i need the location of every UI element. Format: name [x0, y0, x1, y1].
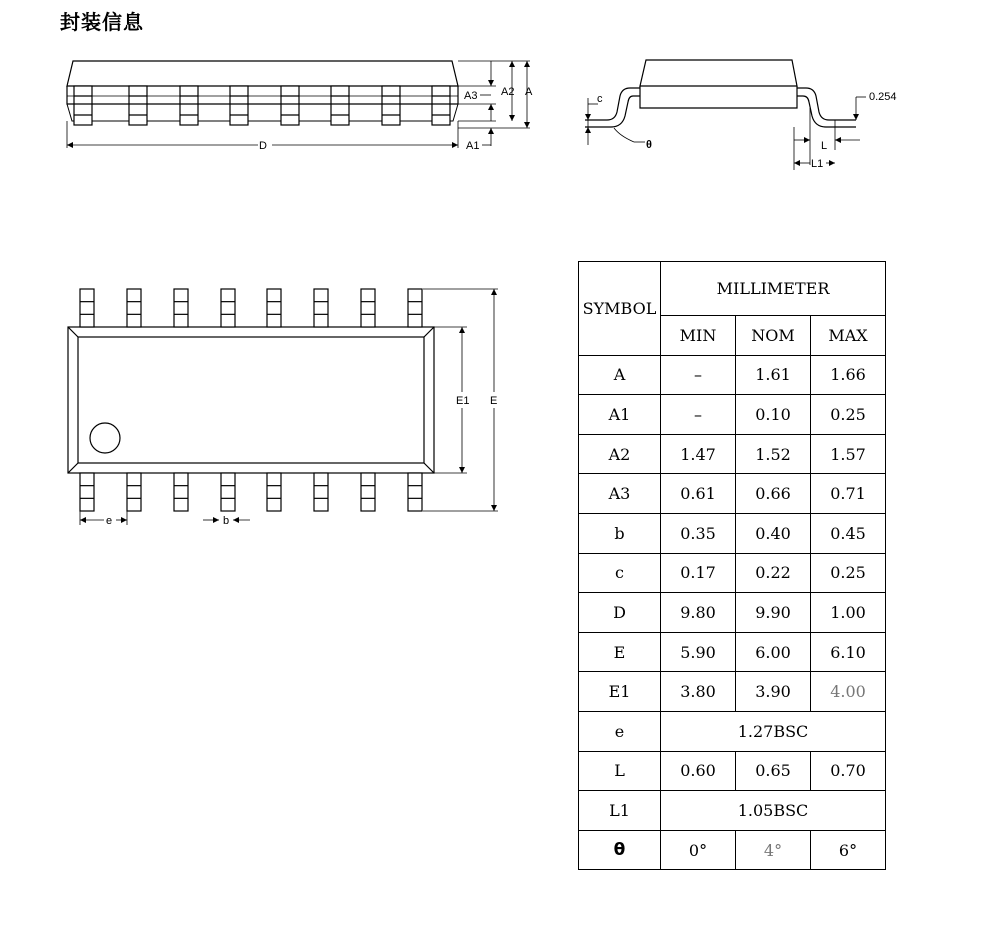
cell-symbol: A2	[579, 434, 661, 474]
top-pin	[408, 289, 422, 327]
cell-min: 1.47	[661, 434, 736, 474]
cell-min: 0.60	[661, 751, 736, 791]
cell-nom: 9.90	[736, 593, 811, 633]
cell-nom: 1.61	[736, 355, 811, 395]
cell-nom: 6.00	[736, 632, 811, 672]
side-pin	[180, 86, 198, 125]
cell-symbol: A3	[579, 474, 661, 514]
pin1-indicator	[90, 423, 120, 453]
cell-min: 5.90	[661, 632, 736, 672]
table-row	[579, 395, 886, 435]
label-e1: E1	[456, 395, 470, 407]
profile-view	[585, 60, 856, 127]
table-row	[579, 593, 886, 633]
header-unit: MILLIMETER	[661, 262, 886, 316]
label-a1: A1	[466, 140, 480, 152]
table-row	[579, 672, 886, 712]
table-row	[579, 791, 886, 831]
cell-nom: 3.90	[736, 672, 811, 712]
top-pin	[80, 473, 94, 511]
label-theta: θ	[646, 139, 652, 151]
label-e-cap: E	[490, 395, 498, 407]
table-row	[579, 355, 886, 395]
top-pin	[127, 289, 141, 327]
label-c: c	[597, 93, 603, 105]
table-row	[579, 513, 886, 553]
cell-nom: 0.22	[736, 553, 811, 593]
cell-symbol: θ	[579, 830, 661, 870]
cell-bsc: 1.27BSC	[661, 711, 886, 751]
cell-max: 4.00	[811, 672, 886, 712]
top-pin	[267, 473, 281, 511]
top-pin	[408, 473, 422, 511]
cell-min: 0.35	[661, 513, 736, 553]
top-pin	[174, 473, 188, 511]
cell-max: 0.25	[811, 553, 886, 593]
label-0254: 0.254	[869, 91, 897, 103]
cell-max: 1.57	[811, 434, 886, 474]
cell-max: 6°	[811, 830, 886, 870]
cell-min: 3.80	[661, 672, 736, 712]
table-row	[579, 751, 886, 791]
side-pin	[432, 86, 450, 125]
table-row	[579, 434, 886, 474]
cell-nom: 0.65	[736, 751, 811, 791]
label-l1: L1	[811, 158, 824, 170]
cell-symbol: L	[579, 751, 661, 791]
cell-bsc: 1.05BSC	[661, 791, 886, 831]
cell-symbol: D	[579, 593, 661, 633]
cell-symbol: e	[579, 711, 661, 751]
header-nom: NOM	[736, 316, 811, 356]
top-pin	[361, 289, 375, 327]
side-pin	[129, 86, 147, 125]
cell-max: 0.70	[811, 751, 886, 791]
cell-max: 6.10	[811, 632, 886, 672]
side-pin	[74, 86, 92, 125]
label-b: b	[223, 515, 230, 527]
cell-symbol: E	[579, 632, 661, 672]
cell-max: 0.25	[811, 395, 886, 435]
side-pin	[281, 86, 299, 125]
side-body-outline	[67, 61, 458, 86]
cell-min: 9.80	[661, 593, 736, 633]
top-pin	[221, 473, 235, 511]
top-view	[68, 327, 434, 473]
header-max: MAX	[811, 316, 886, 356]
top-pin	[127, 473, 141, 511]
cell-nom: 1.52	[736, 434, 811, 474]
cell-nom: 0.40	[736, 513, 811, 553]
cell-max: 0.45	[811, 513, 886, 553]
top-pin	[80, 289, 94, 327]
cell-symbol: A	[579, 355, 661, 395]
header-min: MIN	[661, 316, 736, 356]
top-pin	[221, 289, 235, 327]
label-a3: A3	[464, 90, 478, 102]
label-e-pitch: e	[106, 515, 113, 527]
cell-nom: 0.10	[736, 395, 811, 435]
cell-nom: 4°	[736, 830, 811, 870]
top-pin	[314, 473, 328, 511]
table-row	[579, 830, 886, 870]
side-pin	[230, 86, 248, 125]
cell-min: 0°	[661, 830, 736, 870]
top-pin	[174, 289, 188, 327]
cell-min: –	[661, 395, 736, 435]
cell-max: 0.71	[811, 474, 886, 514]
cell-symbol: E1	[579, 672, 661, 712]
label-a2: A2	[501, 86, 515, 98]
cell-min: 0.17	[661, 553, 736, 593]
table-header-row	[579, 262, 886, 316]
cell-max: 1.66	[811, 355, 886, 395]
cell-min: –	[661, 355, 736, 395]
dimension-table	[578, 261, 886, 870]
cell-symbol: b	[579, 513, 661, 553]
table-row	[579, 632, 886, 672]
cell-symbol: c	[579, 553, 661, 593]
top-pin	[314, 289, 328, 327]
side-pin	[331, 86, 349, 125]
label-a: A	[525, 86, 533, 98]
cell-symbol: L1	[579, 791, 661, 831]
table-row	[579, 553, 886, 593]
table-row	[579, 711, 886, 751]
cell-min: 0.61	[661, 474, 736, 514]
label-l: L	[821, 140, 828, 152]
header-symbol: SYMBOL	[579, 262, 661, 356]
page-title: 封装信息	[60, 10, 144, 34]
cell-nom: 0.66	[736, 474, 811, 514]
top-pin	[361, 473, 375, 511]
top-pins	[80, 289, 422, 511]
cell-symbol: A1	[579, 395, 661, 435]
side-pins	[74, 86, 450, 125]
side-pin	[382, 86, 400, 125]
cell-max: 1.00	[811, 593, 886, 633]
top-pin	[267, 289, 281, 327]
table-row	[579, 474, 886, 514]
label-d: D	[259, 140, 267, 152]
